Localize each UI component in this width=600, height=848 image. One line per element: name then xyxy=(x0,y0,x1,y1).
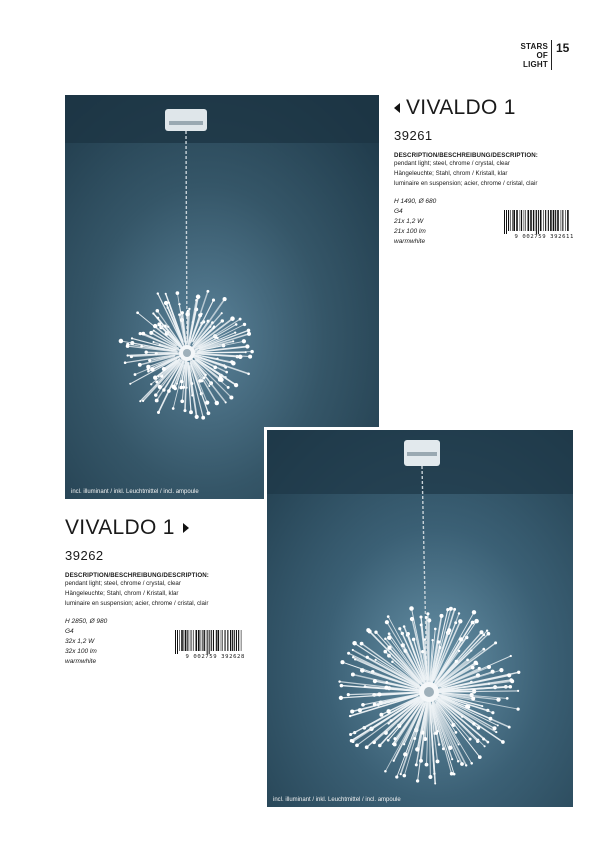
crystal-tip xyxy=(472,722,475,725)
description-line: pendant light; steel, chrome / crystal, clear xyxy=(65,580,181,587)
chandelier-photo-large xyxy=(267,430,573,807)
crystal-tip xyxy=(119,339,123,343)
crystal-tip xyxy=(457,760,460,763)
crystal-tip xyxy=(469,738,472,741)
crystal-tip xyxy=(479,630,483,634)
crystal-tip xyxy=(384,770,387,773)
crystal-tip xyxy=(352,656,354,658)
product-photo-39262 xyxy=(264,427,573,807)
crystal-tip xyxy=(196,295,201,300)
spec-dimensions: H 1490, Ø 680 xyxy=(394,198,437,205)
crystal-tip xyxy=(458,619,462,623)
crystal-tip xyxy=(465,764,467,766)
crystal-tip xyxy=(403,774,407,778)
crystal-tip xyxy=(153,376,157,380)
crystal-tip xyxy=(189,410,193,414)
crystal-tip xyxy=(350,739,353,742)
crystal-tip xyxy=(487,632,491,636)
crystal-tip xyxy=(459,637,463,641)
crystal-tip xyxy=(162,367,166,371)
crystal-tip xyxy=(223,297,227,301)
crystal-tip xyxy=(238,355,242,359)
crystal-tip xyxy=(454,621,457,624)
photo-caption: incl. illuminant / inkl. Leuchtmittel / incl. ampoule xyxy=(273,797,401,803)
crystal-tip xyxy=(507,673,511,677)
crystal-tip xyxy=(139,400,141,402)
crystal-tip xyxy=(489,717,493,721)
crystal-tip xyxy=(510,655,512,657)
crystal-tip xyxy=(482,738,485,741)
crystal-tip xyxy=(410,617,414,621)
spec-socket: G4 xyxy=(65,628,74,635)
crystal-tip xyxy=(471,621,475,625)
crystal-tip xyxy=(351,673,355,677)
product-title: VIVALDO 1 xyxy=(406,96,516,119)
crystal-tip xyxy=(419,615,422,618)
crystal-tip xyxy=(126,344,130,348)
crystal-tip xyxy=(438,743,441,746)
crystal-tip xyxy=(517,671,520,674)
description-line: pendant light; steel, chrome / crystal, clear xyxy=(394,160,510,167)
barcode-number: 9 002759 392611 xyxy=(514,234,574,240)
crystal-tip xyxy=(384,637,387,640)
crystal-tip xyxy=(461,716,463,718)
crystal-tip xyxy=(153,324,157,328)
crystal-tip xyxy=(247,329,251,333)
crystal-tip xyxy=(403,752,407,756)
crystal-tip xyxy=(460,762,464,766)
crystal-tip xyxy=(471,697,475,701)
crystal-tip xyxy=(147,370,149,372)
crystal-tip xyxy=(355,743,359,747)
crystal-tip xyxy=(506,697,509,700)
crystal-tip xyxy=(375,659,377,661)
crystal-rod xyxy=(428,614,429,686)
crystal-tip xyxy=(164,301,168,305)
crystal-tip xyxy=(499,668,503,672)
barcode-number: 9 002759 392628 xyxy=(185,654,245,660)
crystal-tip xyxy=(482,633,485,636)
crystal-tip xyxy=(136,311,139,314)
brand-line: LIGHT xyxy=(523,60,548,69)
crystal-tip xyxy=(447,628,451,632)
crystal-tip xyxy=(234,383,238,387)
crystal-tip xyxy=(142,400,144,402)
crystal-tip xyxy=(437,640,440,643)
crystal-tip xyxy=(243,323,246,326)
photo-caption: incl. illuminant / inkl. Leuchtmittel / incl. ampoule xyxy=(71,489,199,495)
crystal-tip xyxy=(388,632,391,635)
barcode xyxy=(502,210,574,242)
crystal-tip xyxy=(165,293,167,295)
product-info-39262 xyxy=(65,516,245,667)
article-number: 39261 xyxy=(394,128,433,143)
crystal-tip xyxy=(409,606,414,611)
crystal-tip xyxy=(150,383,152,385)
crystal-tip xyxy=(234,331,236,333)
crystal-tip xyxy=(167,389,171,393)
spec-light-color: warmwhite xyxy=(65,658,97,665)
crystal-tip xyxy=(250,350,254,354)
crystal-tip xyxy=(446,608,449,611)
crystal-tip xyxy=(491,711,494,714)
brand-line: STARS xyxy=(520,42,548,51)
crystal-tip xyxy=(385,620,389,624)
crystal-tip xyxy=(415,763,418,766)
crystal-tip xyxy=(232,340,234,342)
header-divider xyxy=(551,40,552,70)
crystal-tip xyxy=(239,318,242,321)
crystal-tip xyxy=(247,332,251,336)
crystal-tip xyxy=(379,713,383,717)
crystal-tip xyxy=(377,692,381,696)
crystal-tip xyxy=(183,409,186,412)
description-line: luminaire en suspension; acier, chrome / cristal, clair xyxy=(65,600,209,607)
crystal-tip xyxy=(215,401,219,405)
crystal-tip xyxy=(157,411,160,414)
crystal-tip xyxy=(352,649,354,651)
crystal-tip xyxy=(198,313,202,317)
crystal-tip xyxy=(510,679,514,683)
brand-logo xyxy=(508,42,548,69)
crystal-tip xyxy=(153,330,155,332)
crystal-tip xyxy=(476,662,479,665)
crystal-tip xyxy=(403,625,406,628)
crystal-tip xyxy=(517,690,519,692)
crystal-tip xyxy=(205,374,207,376)
crystal-tip xyxy=(225,371,228,374)
crystal-tip xyxy=(156,309,160,313)
crystal-tip xyxy=(387,615,390,618)
crystal-tip xyxy=(188,308,190,310)
crystal-tip xyxy=(157,292,159,294)
spec-dimensions: H 2850, Ø 980 xyxy=(65,618,108,625)
crystal-tip xyxy=(373,679,377,683)
crystal-tip xyxy=(141,332,145,336)
page-number: 15 xyxy=(556,41,570,55)
crystal-tip xyxy=(433,773,435,775)
crystal-tip xyxy=(347,693,350,696)
crystal-tip xyxy=(428,775,432,779)
crystal-tip xyxy=(497,724,499,726)
crystal-tip xyxy=(221,319,224,322)
crystal-tip xyxy=(230,360,233,363)
description-heading: DESCRIPTION/BESCHREIBUNG/DESCRIPTION: xyxy=(394,152,538,159)
crystal-tip xyxy=(391,661,394,664)
crystal-tip xyxy=(358,708,362,712)
spec-wattage: 21x 1,2 W xyxy=(394,218,424,225)
crystal-tip xyxy=(431,639,433,641)
crystal-tip xyxy=(385,681,388,684)
crystal-tip xyxy=(484,745,486,747)
crystal-tip xyxy=(458,743,460,745)
crystal-tip xyxy=(340,660,344,664)
crystal-tip xyxy=(152,341,154,343)
crystal-tip xyxy=(470,762,473,765)
crystal-tip xyxy=(191,394,193,396)
crystal-tip xyxy=(227,386,230,389)
crystal-tip xyxy=(176,291,180,295)
crystal-tip xyxy=(450,772,454,776)
crystal-tip xyxy=(340,684,344,688)
crystal-tip xyxy=(126,354,128,356)
crystal-tip xyxy=(144,350,147,353)
crystal-tip xyxy=(435,731,438,734)
arrow-left-icon xyxy=(394,103,400,113)
crystal-tip xyxy=(442,747,445,750)
crystal-tip xyxy=(458,612,460,614)
crystal-tip xyxy=(420,623,423,626)
crystal-tip xyxy=(162,388,165,391)
crystal-tip xyxy=(361,703,365,707)
crystal-tip xyxy=(347,652,350,655)
brand-line: OF xyxy=(536,51,548,60)
spec-wattage: 32x 1,2 W xyxy=(65,638,95,645)
crystal-tip xyxy=(378,744,382,748)
crystal-tip xyxy=(516,707,519,710)
spec-lumen: 32x 100 lm xyxy=(65,648,97,655)
crystal-tip xyxy=(387,739,390,742)
crystal-tip xyxy=(229,395,233,399)
description-line: Hängeleuchte; Stahl, chrom / Kristall, klar xyxy=(394,170,508,177)
crystal-tip xyxy=(392,743,394,745)
crystal-tip xyxy=(509,685,513,689)
crystal-tip xyxy=(207,411,211,415)
crystal-tip xyxy=(434,783,436,785)
barcode-bars xyxy=(502,210,574,234)
crystal-tip xyxy=(474,619,479,624)
crystal-tip xyxy=(478,755,482,759)
crystal-tip xyxy=(245,344,249,348)
crystal-tip xyxy=(164,324,167,327)
crystal-tip xyxy=(168,302,170,304)
description-heading: DESCRIPTION/BESCHREIBUNG/DESCRIPTION: xyxy=(65,572,209,579)
crystal-tip xyxy=(146,365,150,369)
crystal-tip xyxy=(368,629,372,633)
crystal-tip xyxy=(206,290,209,293)
crystal-tip xyxy=(338,680,340,682)
crystal-tip xyxy=(139,332,142,335)
crystal-tip xyxy=(181,311,184,314)
barcode-bars xyxy=(173,630,245,654)
crystal-tip xyxy=(426,612,429,615)
crystal-tip xyxy=(395,775,398,778)
crystal-tip xyxy=(198,379,202,383)
crystal-tip xyxy=(152,312,154,314)
crystal-tip xyxy=(149,331,153,335)
crystal-tip xyxy=(472,610,476,614)
crystal-tip xyxy=(339,696,343,700)
crystal-tip xyxy=(393,760,395,762)
crystal-tip xyxy=(481,705,483,707)
crystal-tip xyxy=(131,337,133,339)
crystal-tip xyxy=(218,377,223,382)
crystal-tip xyxy=(373,703,376,706)
crystal-tip xyxy=(416,779,419,782)
crystal-tip xyxy=(393,737,396,740)
crystal-tip xyxy=(386,709,390,713)
arrow-right-icon xyxy=(183,523,189,533)
crystal-tip xyxy=(212,299,215,302)
crystal-tip xyxy=(352,641,357,646)
crystal-tip xyxy=(154,393,157,396)
crystal-tip xyxy=(366,656,369,659)
crystal-tip xyxy=(451,758,453,760)
crystal-tip xyxy=(436,759,440,763)
article-number: 39262 xyxy=(65,548,104,563)
crystal-tip xyxy=(470,650,472,652)
crystal-tip xyxy=(439,614,443,618)
crystal-tip xyxy=(225,401,227,403)
product-info-39261 xyxy=(394,96,574,247)
crystal-tip xyxy=(124,361,127,364)
crystal-tip xyxy=(129,383,131,385)
crystal-tip xyxy=(213,366,217,370)
crystal-tip xyxy=(487,665,491,669)
crystal-tip xyxy=(425,763,429,767)
crystal-tip xyxy=(400,773,402,775)
crystal-tip xyxy=(455,731,458,734)
crystal-tip xyxy=(350,709,354,713)
crystal-tip xyxy=(494,641,497,644)
description-line: luminaire en suspension; acier, chrome / cristal, clair xyxy=(394,180,538,187)
crystal-tip xyxy=(349,715,351,717)
crystal-tip xyxy=(360,642,364,646)
spec-socket: G4 xyxy=(394,208,403,215)
crystal-tip xyxy=(180,399,184,403)
crystal-tip xyxy=(247,372,250,375)
crystal-tip xyxy=(383,650,387,654)
crystal-tip xyxy=(230,316,235,321)
crystal-tip xyxy=(248,355,252,359)
spec-light-color: warmwhite xyxy=(394,238,426,245)
crystal-tip xyxy=(216,337,218,339)
crystal-tip xyxy=(242,339,246,343)
crystal-tip xyxy=(471,666,475,670)
description-line: Hängeleuchte; Stahl, chrom / Kristall, klar xyxy=(65,590,179,597)
crystal-tip xyxy=(221,312,223,314)
crystal-tip xyxy=(453,608,456,611)
crystal-tip xyxy=(172,385,177,390)
crystal-tip xyxy=(458,650,460,652)
crystal-tip xyxy=(419,759,423,763)
crystal-tip xyxy=(212,327,214,329)
crystal-tip xyxy=(384,686,388,690)
crystal-tip xyxy=(487,741,490,744)
crystal-tip xyxy=(172,407,175,410)
crystal-tip xyxy=(201,416,205,420)
crystal-tip xyxy=(134,373,137,376)
crystal-tip xyxy=(235,323,238,326)
crystal-tip xyxy=(155,399,159,403)
crystal-tip xyxy=(374,631,377,634)
crystal-tip xyxy=(182,386,185,389)
crystal-tip xyxy=(434,628,437,631)
crystal-tip xyxy=(412,638,415,641)
crystal-tip xyxy=(508,726,511,729)
crystal-tip xyxy=(449,607,453,611)
crystal-tip xyxy=(477,726,481,730)
crystal-tip xyxy=(415,747,420,752)
barcode xyxy=(173,630,245,662)
crystal-tip xyxy=(495,731,497,733)
crystal-tip xyxy=(138,363,142,367)
crystal-tip xyxy=(365,745,369,749)
crystal-tip xyxy=(157,317,160,320)
crystal-tip xyxy=(349,733,352,736)
spec-lumen: 21x 100 lm xyxy=(394,228,426,235)
product-title: VIVALDO 1 xyxy=(65,516,175,539)
crystal-tip xyxy=(208,385,210,387)
crystal-tip xyxy=(486,629,488,631)
crystal-tip xyxy=(398,627,401,630)
crystal-tip xyxy=(501,740,505,744)
crystal-tip xyxy=(401,632,404,635)
crystal-tip xyxy=(195,415,199,419)
